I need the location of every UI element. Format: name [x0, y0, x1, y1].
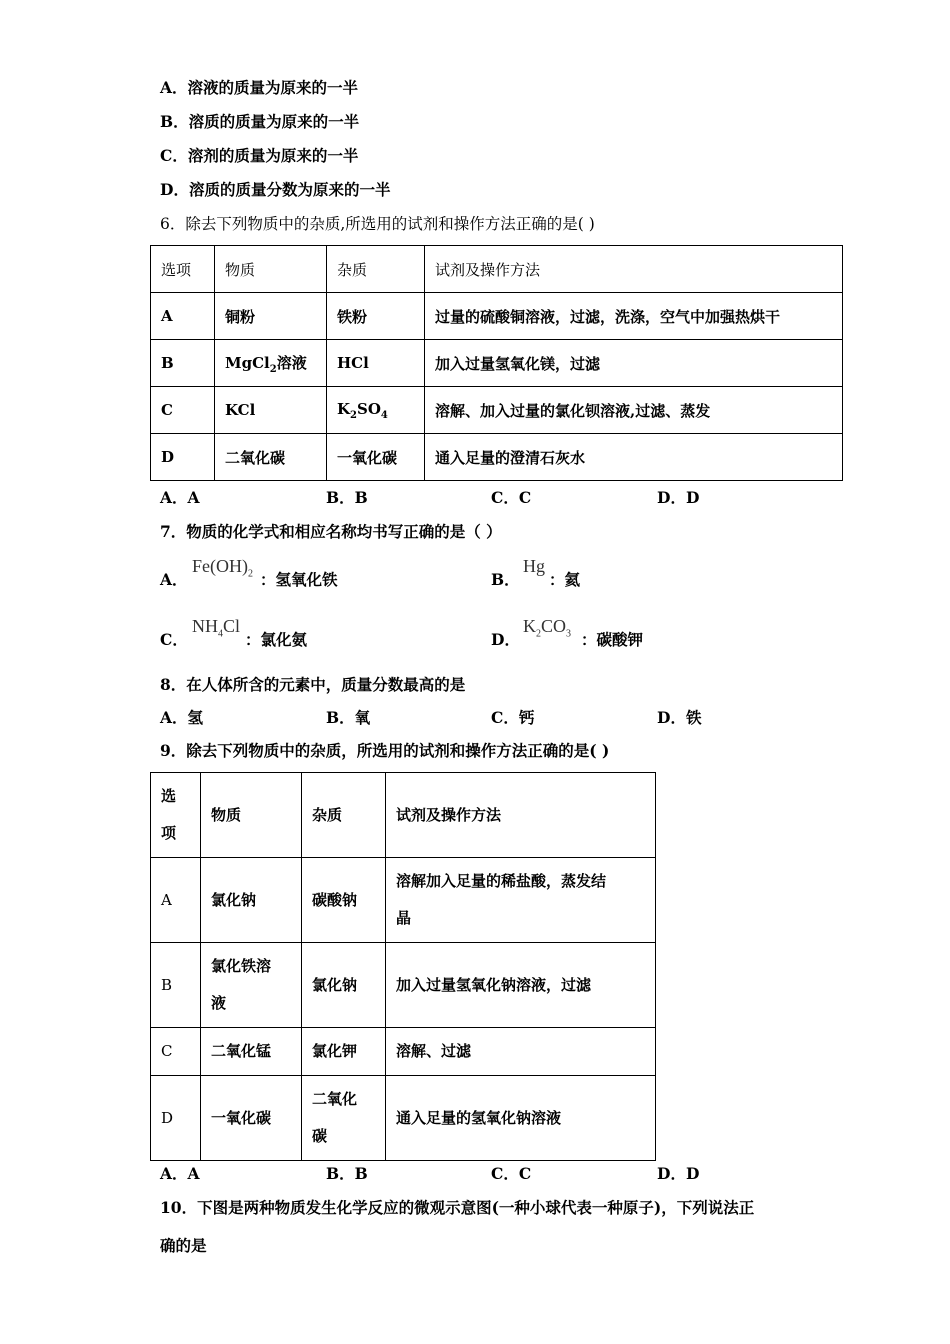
answer-option-d: D．铁: [657, 708, 702, 727]
q7-label-b: B．: [491, 570, 520, 589]
table-cell: 氯化钾: [302, 1028, 386, 1076]
table-cell: 溶解、过滤: [386, 1028, 656, 1076]
table-row: [151, 943, 656, 1028]
answer-option-d: D．D: [657, 488, 700, 507]
q7-formula-a: $Fe(OH)_2$: [192, 556, 253, 580]
table-cell: 加入过量氢氧化钠溶液，过滤: [386, 943, 656, 1028]
table-cell: 溶解、加入过量的氯化钡溶液,过滤、蒸发: [425, 387, 843, 434]
q10-stem-line2: 确的是: [160, 1236, 207, 1255]
table-cell: 溶解加入足量的稀盐酸，蒸发结 晶: [386, 858, 656, 943]
answer-option-b: B．氧: [326, 708, 371, 727]
header-cell: 试剂及操作方法: [425, 246, 843, 293]
q7-name-b: ：氦: [549, 570, 581, 589]
answer-option-b: B．B: [326, 1164, 368, 1183]
q7-label-c: C．: [160, 630, 188, 649]
q6-table: [150, 245, 843, 481]
header-cell: 选项: [151, 246, 215, 293]
answer-option-a: A．A: [160, 1164, 200, 1183]
q7-formula-d: $K_2CO_3$: [523, 616, 572, 640]
table-cell: KCl: [215, 387, 327, 434]
table-cell: 通入足量的氢氧化钠溶液: [386, 1076, 656, 1161]
header-cell: 杂质: [302, 773, 386, 858]
table-row: [151, 340, 843, 387]
answer-option-c: C．C: [491, 488, 532, 507]
header-cell: 物质: [201, 773, 302, 858]
table-cell: HCl: [327, 340, 425, 387]
table-row: [151, 434, 843, 481]
table-cell: 铜粉: [215, 293, 327, 340]
answer-option-a: A．氢: [160, 708, 204, 727]
q7-label-a: A．: [160, 570, 188, 589]
header-cell: 试剂及操作方法: [386, 773, 656, 858]
table-header-row: [151, 246, 843, 293]
header-cell: 物质: [215, 246, 327, 293]
q7-label-d: D．: [491, 630, 520, 649]
table-cell: 二氧化锰: [201, 1028, 302, 1076]
header-cell: 杂质: [327, 246, 425, 293]
table-cell: MgCl$_2$溶液: [215, 340, 327, 387]
table-cell: A: [151, 858, 201, 943]
table-cell: 碳酸钠: [302, 858, 386, 943]
q7-formula-b: Hg: [523, 556, 545, 576]
q5-option-c: C．溶剂的质量为原来的一半: [160, 146, 359, 165]
q7-name-d: ：碳酸钾: [581, 630, 644, 649]
q7-formula-c: $NH_4Cl$: [192, 616, 241, 640]
table-row: [151, 858, 656, 943]
table-cell: B: [151, 943, 201, 1028]
table-cell: 一氧化碳: [327, 434, 425, 481]
table-cell: 氯化钠: [201, 858, 302, 943]
q7-name-a: ：氢氧化铁: [260, 570, 338, 589]
table-row: [151, 293, 843, 340]
table-cell: 二氧化碳: [215, 434, 327, 481]
answer-option-c: C．C: [491, 1164, 532, 1183]
q7-name-c: ：氯化氨: [245, 630, 308, 649]
table-cell: 二氧化 碳: [302, 1076, 386, 1161]
q7-stem: 7．物质的化学式和相应名称均书写正确的是（ ）: [160, 522, 502, 541]
table-cell: 氯化铁溶 液: [201, 943, 302, 1028]
table-cell: B: [151, 340, 215, 387]
table-cell: C: [151, 1028, 201, 1076]
table-row: [151, 1028, 656, 1076]
table-cell: 铁粉: [327, 293, 425, 340]
q10-stem-line1: 10．下图是两种物质发生化学反应的微观示意图(一种小球代表一种原子)，下列说法正: [160, 1198, 755, 1217]
answer-option-c: C．钙: [491, 708, 535, 727]
answer-option-a: A．A: [160, 488, 200, 507]
q9-table: [150, 772, 656, 1161]
q5-option-b: B．溶质的质量为原来的一半: [160, 112, 360, 131]
q6-stem: 6．除去下列物质中的杂质,所选用的试剂和操作方法正确的是( ): [160, 215, 595, 233]
table-cell: 通入足量的澄清石灰水: [425, 434, 843, 481]
table-cell: C: [151, 387, 215, 434]
q5-option-d: D．溶质的质量分数为原来的一半: [160, 180, 391, 199]
table-cell: A: [151, 293, 215, 340]
table-row: [151, 387, 843, 434]
table-cell: 加入过量氢氧化镁，过滤: [425, 340, 843, 387]
table-row: [151, 1076, 656, 1161]
q5-option-a: A．溶液的质量为原来的一半: [160, 78, 359, 97]
answer-option-d: D．D: [657, 1164, 700, 1183]
table-cell: 氯化钠: [302, 943, 386, 1028]
answer-option-b: B．B: [326, 488, 368, 507]
q8-stem: 8．在人体所含的元素中，质量分数最高的是: [160, 675, 466, 694]
table-cell: D: [151, 1076, 201, 1161]
header-cell: 选 项: [151, 773, 201, 858]
q9-stem: 9．除去下列物质中的杂质，所选用的试剂和操作方法正确的是( ): [160, 741, 610, 760]
table-cell: D: [151, 434, 215, 481]
table-header-row: [151, 773, 656, 858]
table-cell: $K_2SO_4$: [327, 387, 425, 434]
table-cell: 一氧化碳: [201, 1076, 302, 1161]
table-cell: 过量的硫酸铜溶液，过滤，洗涤，空气中加强热烘干: [425, 293, 843, 340]
